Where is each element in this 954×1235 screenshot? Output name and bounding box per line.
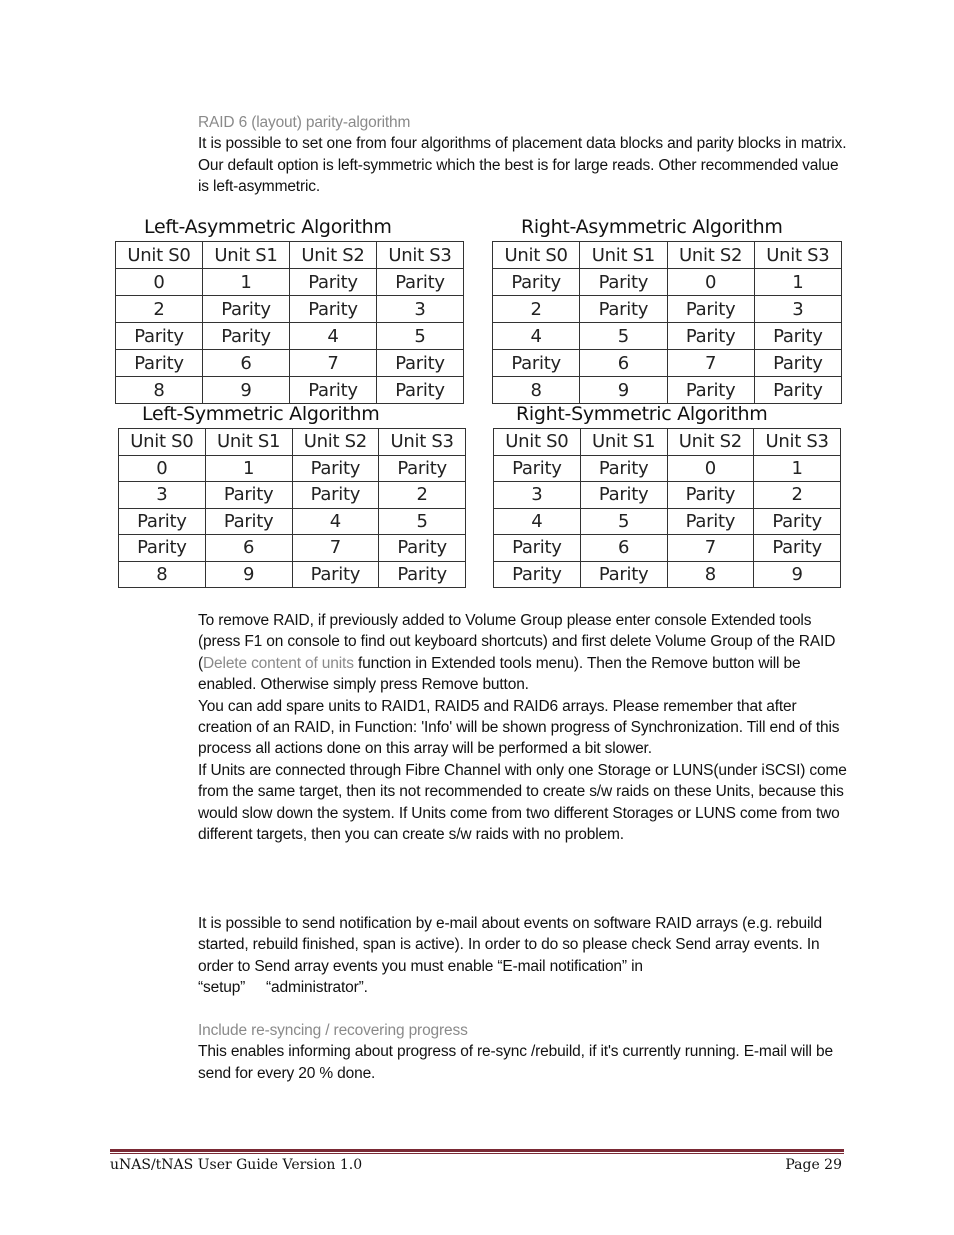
table-row <box>119 561 466 588</box>
table-header-cell: Unit S3 <box>379 429 466 456</box>
table-cell: Parity <box>119 535 206 562</box>
raid6-section <box>198 112 848 198</box>
table-cell: 1 <box>203 269 290 296</box>
remove-text-before: To remove RAID, if previously added to Volume Group please enter console Extended tools (press F1 on console to find out keyboard shortcuts) and first delete Volume Group of the RAID ( <box>198 612 836 672</box>
table-row <box>493 296 842 323</box>
table-cell: 8 <box>667 561 754 588</box>
left-asymmetric-table <box>115 241 464 404</box>
table-cell: Parity <box>667 296 754 323</box>
table-cell: 0 <box>667 455 754 482</box>
table-cell: Parity <box>493 350 580 377</box>
table-cell: Parity <box>290 377 377 404</box>
table-row <box>116 350 464 377</box>
table-header-cell: Unit S2 <box>667 242 754 269</box>
table-row <box>116 269 464 296</box>
table-cell: Parity <box>667 508 754 535</box>
remove-raid-paragraph <box>198 610 848 696</box>
table-cell: 2 <box>116 296 203 323</box>
table-cell: Parity <box>754 535 841 562</box>
delete-content-of-units-link: Delete content of units <box>203 654 354 672</box>
table-cell: 9 <box>754 561 841 588</box>
table-row <box>494 535 841 562</box>
administrator-label: “administrator”. <box>266 979 368 997</box>
table-cell: Parity <box>203 323 290 350</box>
table-cell: Parity <box>203 296 290 323</box>
table-header-cell: Unit S0 <box>116 242 203 269</box>
table-row <box>494 482 841 509</box>
table-cell: 9 <box>580 377 667 404</box>
table-cell: 1 <box>754 455 841 482</box>
table-header-row <box>116 242 464 269</box>
table-header-cell: Unit S1 <box>203 242 290 269</box>
footer-divider <box>110 1149 844 1152</box>
table-cell: Parity <box>205 508 292 535</box>
right-asymmetric-title: Right-Asymmetric Algorithm <box>521 216 783 238</box>
table-cell: 4 <box>494 508 581 535</box>
left-asymmetric-title: Left-Asymmetric Algorithm <box>144 216 392 238</box>
table-cell: Parity <box>754 377 841 404</box>
table-header-cell: Unit S0 <box>493 242 580 269</box>
table-row <box>119 482 466 509</box>
table-header-cell: Unit S3 <box>754 242 841 269</box>
resync-heading: Include re-syncing / recovering progress <box>198 1022 468 1039</box>
table-cell: 5 <box>377 323 464 350</box>
table-cell: 9 <box>205 561 292 588</box>
notification-path <box>198 977 848 998</box>
table-header-cell: Unit S1 <box>580 242 667 269</box>
table-row <box>493 269 842 296</box>
table-cell: 6 <box>205 535 292 562</box>
table-row <box>116 323 464 350</box>
table-cell: 3 <box>754 296 841 323</box>
table-cell: 6 <box>580 350 667 377</box>
setup-label: “setup” <box>198 979 246 997</box>
table-cell: Parity <box>379 561 466 588</box>
table-cell: Parity <box>290 296 377 323</box>
table-cell: Parity <box>292 561 379 588</box>
table-cell: 4 <box>493 323 580 350</box>
table-row <box>494 508 841 535</box>
table-cell: 7 <box>292 535 379 562</box>
table-cell: Parity <box>377 350 464 377</box>
table-cell: Parity <box>290 269 377 296</box>
table-cell: 7 <box>290 350 377 377</box>
table-row <box>494 561 841 588</box>
table-header-cell: Unit S1 <box>580 429 667 456</box>
table-row <box>116 377 464 404</box>
table-row <box>119 508 466 535</box>
table-cell: Parity <box>116 350 203 377</box>
table-cell: 3 <box>494 482 581 509</box>
table-cell: 8 <box>116 377 203 404</box>
footer-divider-thin <box>110 1153 844 1154</box>
remove-raid-section <box>198 610 848 845</box>
table-cell: Parity <box>205 482 292 509</box>
table-cell: 2 <box>379 482 466 509</box>
notification-paragraph: It is possible to send notification by e-mail about events on software RAID arrays (e.g. rebuild started, rebuild finished, span is active). In order to do so please check Send array events. In order to Send array events you must enable “E-mail notification” in <box>198 915 822 975</box>
table-cell: Parity <box>377 269 464 296</box>
table-cell: 1 <box>205 455 292 482</box>
table-cell: 8 <box>119 561 206 588</box>
table-cell: Parity <box>580 269 667 296</box>
table-row <box>493 323 842 350</box>
table-cell: 3 <box>377 296 464 323</box>
table-cell: Parity <box>667 377 754 404</box>
table-header-cell: Unit S0 <box>494 429 581 456</box>
table-cell: Parity <box>292 482 379 509</box>
table-cell: Parity <box>754 323 841 350</box>
table-cell: 2 <box>493 296 580 323</box>
table-cell: Parity <box>580 482 667 509</box>
table-cell: Parity <box>580 296 667 323</box>
resync-description: This enables informing about progress of re-sync /rebuild, if it's currently running. E-mail will be send for every 20 % done. <box>198 1043 833 1082</box>
table-cell: 2 <box>754 482 841 509</box>
table-cell: 6 <box>203 350 290 377</box>
table-cell: Parity <box>494 561 581 588</box>
raid6-heading: RAID 6 (layout) parity-algorithm <box>198 114 411 131</box>
table-cell: 5 <box>580 323 667 350</box>
table-header-cell: Unit S2 <box>667 429 754 456</box>
table-cell: Parity <box>754 350 841 377</box>
fibre-channel-paragraph: If Units are connected through Fibre Channel with only one Storage or LUNS(under iSCSI) come from the same target, then its not recommended to create s/w raids on these Units, because this would slow down the system. If Units come from two different Storages or LUNS come from two different targets, then you can create s/w raids with no problem. <box>198 761 847 844</box>
table-row <box>493 377 842 404</box>
table-cell: Parity <box>494 535 581 562</box>
table-header-cell: Unit S2 <box>292 429 379 456</box>
table-cell: 4 <box>292 508 379 535</box>
table-cell: 1 <box>754 269 841 296</box>
table-cell: 0 <box>119 455 206 482</box>
table-cell: Parity <box>116 323 203 350</box>
footer-page-number: Page 29 <box>785 1157 842 1173</box>
table-cell: Parity <box>580 455 667 482</box>
table-cell: Parity <box>292 455 379 482</box>
table-header-row <box>494 429 841 456</box>
table-cell: Parity <box>754 508 841 535</box>
table-header-row <box>493 242 842 269</box>
table-header-cell: Unit S0 <box>119 429 206 456</box>
table-header-cell: Unit S1 <box>205 429 292 456</box>
table-cell: Parity <box>493 269 580 296</box>
table-cell: 4 <box>290 323 377 350</box>
raid6-description: It is possible to set one from four algorithms of placement data blocks and parity blocks in matrix. Our default option is left-symmetric which the best is for large reads. Other recommended value is left-asymmetric. <box>198 135 847 196</box>
table-cell: Parity <box>494 455 581 482</box>
table-cell: Parity <box>377 377 464 404</box>
table-cell: Parity <box>580 561 667 588</box>
table-cell: 9 <box>203 377 290 404</box>
table-cell: 7 <box>667 350 754 377</box>
resync-section <box>198 1020 848 1084</box>
table-row <box>119 455 466 482</box>
table-header-row <box>119 429 466 456</box>
table-cell: 0 <box>116 269 203 296</box>
table-header-cell: Unit S3 <box>377 242 464 269</box>
table-row <box>116 296 464 323</box>
table-row <box>494 455 841 482</box>
left-symmetric-title: Left-Symmetric Algorithm <box>142 403 380 425</box>
table-cell: 5 <box>379 508 466 535</box>
table-cell: 8 <box>493 377 580 404</box>
right-asymmetric-table <box>492 241 842 404</box>
left-symmetric-table <box>118 428 466 588</box>
remove-text-after: function in Extended tools menu). Then the Remove button will be enabled. Otherwise simply press Remove button. <box>198 654 801 694</box>
notification-section <box>198 913 848 999</box>
table-cell: Parity <box>667 323 754 350</box>
footer-guide-title: uNAS/tNAS User Guide Version 1.0 <box>110 1157 363 1173</box>
table-cell: Parity <box>379 455 466 482</box>
table-cell: 0 <box>667 269 754 296</box>
table-cell: 5 <box>580 508 667 535</box>
right-symmetric-table <box>493 428 841 588</box>
right-symmetric-title: Right-Symmetric Algorithm <box>516 403 768 425</box>
table-header-cell: Unit S3 <box>754 429 841 456</box>
table-cell: 6 <box>580 535 667 562</box>
table-row <box>493 350 842 377</box>
table-cell: 7 <box>667 535 754 562</box>
table-cell: 3 <box>119 482 206 509</box>
table-cell: Parity <box>379 535 466 562</box>
table-cell: Parity <box>667 482 754 509</box>
table-header-cell: Unit S2 <box>290 242 377 269</box>
spare-units-paragraph: You can add spare units to RAID1, RAID5 and RAID6 arrays. Please remember that after creation of an RAID, in Function: 'Info' will be shown progress of Synchronization. Till end of this process all actions done on this array will be performed a bit slower. <box>198 697 840 758</box>
table-cell: Parity <box>119 508 206 535</box>
table-row <box>119 535 466 562</box>
